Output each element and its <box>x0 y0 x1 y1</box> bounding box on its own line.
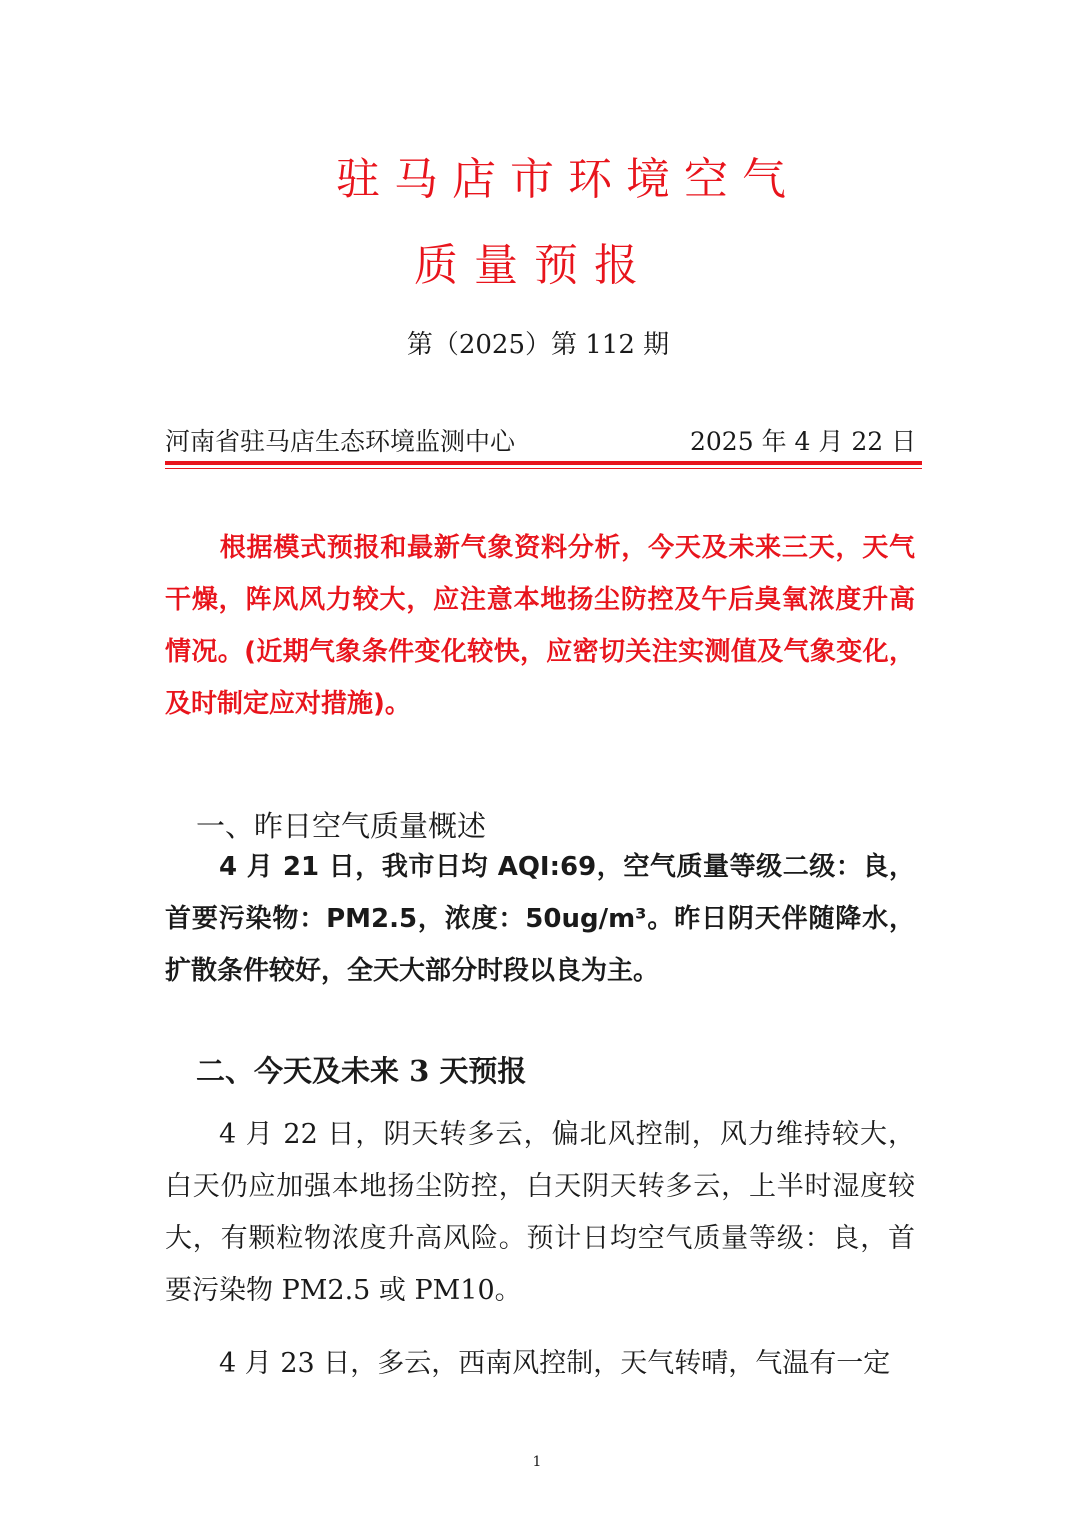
header-divider-thin <box>165 468 922 469</box>
issue-date: 2025 年 4 月 22 日 <box>690 427 917 456</box>
page-number: 1 <box>532 1454 542 1470</box>
section2-paragraph <box>165 1338 915 1390</box>
section2-heading: 二、今天及未来 3 天预报 <box>196 1054 527 1088</box>
section1-heading: 一、昨日空气质量概述 <box>196 809 487 843</box>
issuing-organization: 河南省驻马店生态环境监测中心 <box>165 427 516 456</box>
section1-text: 4 月 21 日，我市日均 AQI:69，空气质量等级二级：良，首要污染物：PM2.5，浓度：50ug/m³。昨日阴天伴随降水，扩散条件较好，全天大部分时段以良为主。 <box>165 852 915 986</box>
document-title-line2: 质量预报 <box>414 240 654 291</box>
section1-body <box>165 841 915 997</box>
intro-summary <box>165 522 915 730</box>
section2-paragraph-text: 4 月 22 日，阴天转多云，偏北风控制，风力维持较大，白天仍应加强本地扬尘防控，白天阴天转多云，上半时湿度较大，有颗粒物浓度升高风险。预计日均空气质量等级：良，首要污染物 PM2.5 或 PM10。 <box>165 1119 915 1306</box>
intro-text: 根据模式预报和最新气象资料分析，今天及未来三天，天气干燥，阵风风力较大，应注意本地扬尘防控及午后臭氧浓度升高情况。(近期气象条件变化较快，应密切关注实测值及气象变化，及时制定应对措施)。 <box>165 533 915 719</box>
header-divider-thick <box>165 461 922 465</box>
issue-number: 第（2025）第 112 期 <box>406 330 670 360</box>
section2-paragraph-text: 4 月 23 日，多云，西南风控制，天气转晴，气温有一定 <box>219 1348 891 1379</box>
document-title-line1: 驻马店市环境空气 <box>336 154 800 205</box>
section2-paragraph <box>165 1109 915 1317</box>
